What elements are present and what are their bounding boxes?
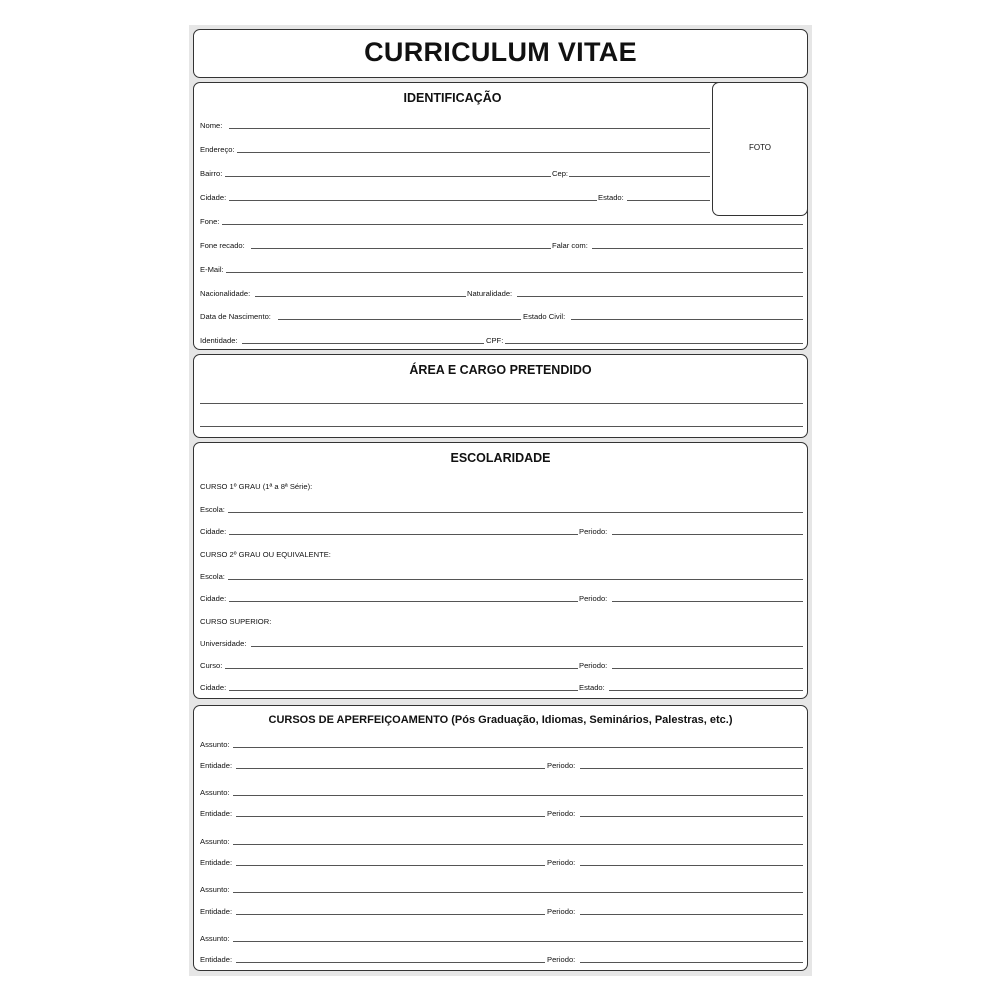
label-curso: Curso: <box>200 661 223 670</box>
line-escola-2[interactable] <box>228 579 803 580</box>
line-entidade-4[interactable] <box>236 914 545 915</box>
label-periodo: Periodo: <box>547 955 576 964</box>
label-entidade: Entidade: <box>200 907 233 916</box>
label-assunto: Assunto: <box>200 837 230 846</box>
label-curso1: CURSO 1º GRAU (1ª a 8ª Série): <box>200 482 313 491</box>
line-periodo-c3[interactable] <box>580 865 803 866</box>
field-identidade[interactable] <box>200 335 803 345</box>
label-cidade: Cidade: <box>200 683 227 692</box>
label-periodo: Periodo: <box>547 761 576 770</box>
line-periodo-c5[interactable] <box>580 962 803 963</box>
field-assunto-1[interactable] <box>200 739 803 749</box>
escolaridade-section <box>193 442 808 699</box>
line-estado-civil[interactable] <box>571 319 803 320</box>
line-assunto-5[interactable] <box>233 941 803 942</box>
line-periodo-c4[interactable] <box>580 914 803 915</box>
escolaridade-title: ESCOLARIDADE <box>450 451 551 465</box>
line-cidade[interactable] <box>229 200 597 201</box>
label-escola: Escola: <box>200 572 225 581</box>
line-fone[interactable] <box>222 224 803 225</box>
field-cidade-2[interactable] <box>200 593 803 603</box>
label-periodo: Periodo: <box>579 594 608 603</box>
label-assunto: Assunto: <box>200 885 230 894</box>
line-fone-recado[interactable] <box>251 248 551 249</box>
line-periodo-2[interactable] <box>612 601 803 602</box>
field-escola-1[interactable] <box>200 504 803 514</box>
line-periodo-c1[interactable] <box>580 768 803 769</box>
label-cidade: Cidade: <box>200 527 227 536</box>
label-estado-civil: Estado Civil: <box>523 312 566 321</box>
field-assunto-3[interactable] <box>200 836 803 846</box>
label-cidade: Cidade: <box>200 193 227 202</box>
foto-label: FOTO <box>748 143 772 152</box>
label-entidade: Entidade: <box>200 858 233 867</box>
label-entidade: Entidade: <box>200 809 233 818</box>
label-identidade: Identidade: <box>200 336 238 345</box>
field-fone-recado[interactable] <box>200 240 803 250</box>
line-universidade[interactable] <box>251 646 803 647</box>
label-assunto: Assunto: <box>200 934 230 943</box>
label-fone-recado: Fone recado: <box>200 241 245 250</box>
field-nacionalidade[interactable] <box>200 288 803 298</box>
line-data-nascimento[interactable] <box>278 319 521 320</box>
line-cidade-1[interactable] <box>229 534 578 535</box>
label-periodo: Periodo: <box>547 858 576 867</box>
field-fone[interactable] <box>200 216 803 226</box>
label-naturalidade: Naturalidade: <box>467 289 513 298</box>
line-assunto-2[interactable] <box>233 795 803 796</box>
line-naturalidade[interactable] <box>517 296 803 297</box>
line-assunto-1[interactable] <box>233 747 803 748</box>
line-identidade[interactable] <box>242 343 484 344</box>
line-cidade-3[interactable] <box>229 690 578 691</box>
line-estado[interactable] <box>627 200 710 201</box>
field-escola-2[interactable] <box>200 571 803 581</box>
label-periodo: Periodo: <box>547 809 576 818</box>
label-endereco: Endereço: <box>200 145 235 154</box>
line-falar-com[interactable] <box>592 248 803 249</box>
field-entidade-5[interactable] <box>200 954 803 964</box>
label-fone: Fone: <box>200 217 220 226</box>
identificacao-title: IDENTIFICAÇÃO <box>403 91 502 105</box>
field-entidade-3[interactable] <box>200 857 803 867</box>
line-assunto-4[interactable] <box>233 892 803 893</box>
label-data-nascimento: Data de Nascimento: <box>200 312 271 321</box>
field-entidade-1[interactable] <box>200 760 803 770</box>
field-universidade[interactable] <box>200 638 803 648</box>
label-email: E-Mail: <box>200 265 224 274</box>
line-escola-1[interactable] <box>228 512 803 513</box>
line-email[interactable] <box>226 272 803 273</box>
label-assunto: Assunto: <box>200 740 230 749</box>
label-curso2: CURSO 2º GRAU OU EQUIVALENTE: <box>200 550 331 559</box>
cursos-section <box>193 705 808 971</box>
label-entidade: Entidade: <box>200 761 233 770</box>
area-line-2[interactable] <box>200 426 803 427</box>
area-line-1[interactable] <box>200 403 803 404</box>
line-bairro[interactable] <box>225 176 551 177</box>
label-estado: Estado: <box>598 193 624 202</box>
field-nome[interactable] <box>200 120 710 130</box>
curso2-heading <box>200 549 803 559</box>
label-entidade: Entidade: <box>200 955 233 964</box>
field-assunto-2[interactable] <box>200 787 803 797</box>
label-bairro: Bairro: <box>200 169 223 178</box>
area-title: ÁREA E CARGO PRETENDIDO <box>409 363 592 377</box>
label-cep: Cep: <box>552 169 569 178</box>
line-entidade-1[interactable] <box>236 768 545 769</box>
field-cidade-1[interactable] <box>200 526 803 536</box>
label-cpf: CPF: <box>486 336 504 345</box>
field-assunto-4[interactable] <box>200 884 803 894</box>
line-endereco[interactable] <box>237 152 710 153</box>
line-curso[interactable] <box>225 668 578 669</box>
title-box <box>193 29 808 78</box>
line-entidade-2[interactable] <box>236 816 545 817</box>
label-periodo: Periodo: <box>579 527 608 536</box>
superior-heading <box>200 616 803 626</box>
line-periodo-1[interactable] <box>612 534 803 535</box>
field-entidade-2[interactable] <box>200 808 803 818</box>
foto-box[interactable] <box>712 82 808 216</box>
curso1-heading <box>200 481 803 491</box>
label-nome: Nome: <box>200 121 223 130</box>
label-universidade: Universidade: <box>200 639 247 648</box>
field-endereco[interactable] <box>200 144 710 154</box>
label-estado: Estado: <box>579 683 605 692</box>
field-email[interactable] <box>200 264 803 274</box>
line-periodo-c2[interactable] <box>580 816 803 817</box>
field-bairro[interactable] <box>200 168 710 178</box>
label-nacionalidade: Nacionalidade: <box>200 289 251 298</box>
label-falar-com: Falar com: <box>552 241 588 250</box>
line-estado-esc[interactable] <box>609 690 803 691</box>
line-entidade-3[interactable] <box>236 865 545 866</box>
line-periodo-3[interactable] <box>612 668 803 669</box>
label-escola: Escola: <box>200 505 225 514</box>
label-periodo: Periodo: <box>579 661 608 670</box>
line-cidade-2[interactable] <box>229 601 578 602</box>
line-assunto-3[interactable] <box>233 844 803 845</box>
area-section <box>193 354 808 438</box>
label-cidade: Cidade: <box>200 594 227 603</box>
cursos-title: CURSOS DE APERFEIÇOAMENTO (Pós Graduação, Idiomas, Seminários, Palestras, etc.) <box>268 714 733 726</box>
line-nacionalidade[interactable] <box>255 296 466 297</box>
label-superior: CURSO SUPERIOR: <box>200 617 272 626</box>
line-cep[interactable] <box>569 176 710 177</box>
page-title: CURRICULUM VITAE <box>364 37 637 67</box>
label-periodo: Periodo: <box>547 907 576 916</box>
field-cidade[interactable] <box>200 192 710 202</box>
field-cidade-3[interactable] <box>200 682 803 692</box>
line-nome[interactable] <box>229 128 710 129</box>
field-curso[interactable] <box>200 660 803 670</box>
field-data-nascimento[interactable] <box>200 311 803 321</box>
line-cpf[interactable] <box>505 343 803 344</box>
field-assunto-5[interactable] <box>200 933 803 943</box>
line-entidade-5[interactable] <box>236 962 545 963</box>
field-entidade-4[interactable] <box>200 906 803 916</box>
label-assunto: Assunto: <box>200 788 230 797</box>
